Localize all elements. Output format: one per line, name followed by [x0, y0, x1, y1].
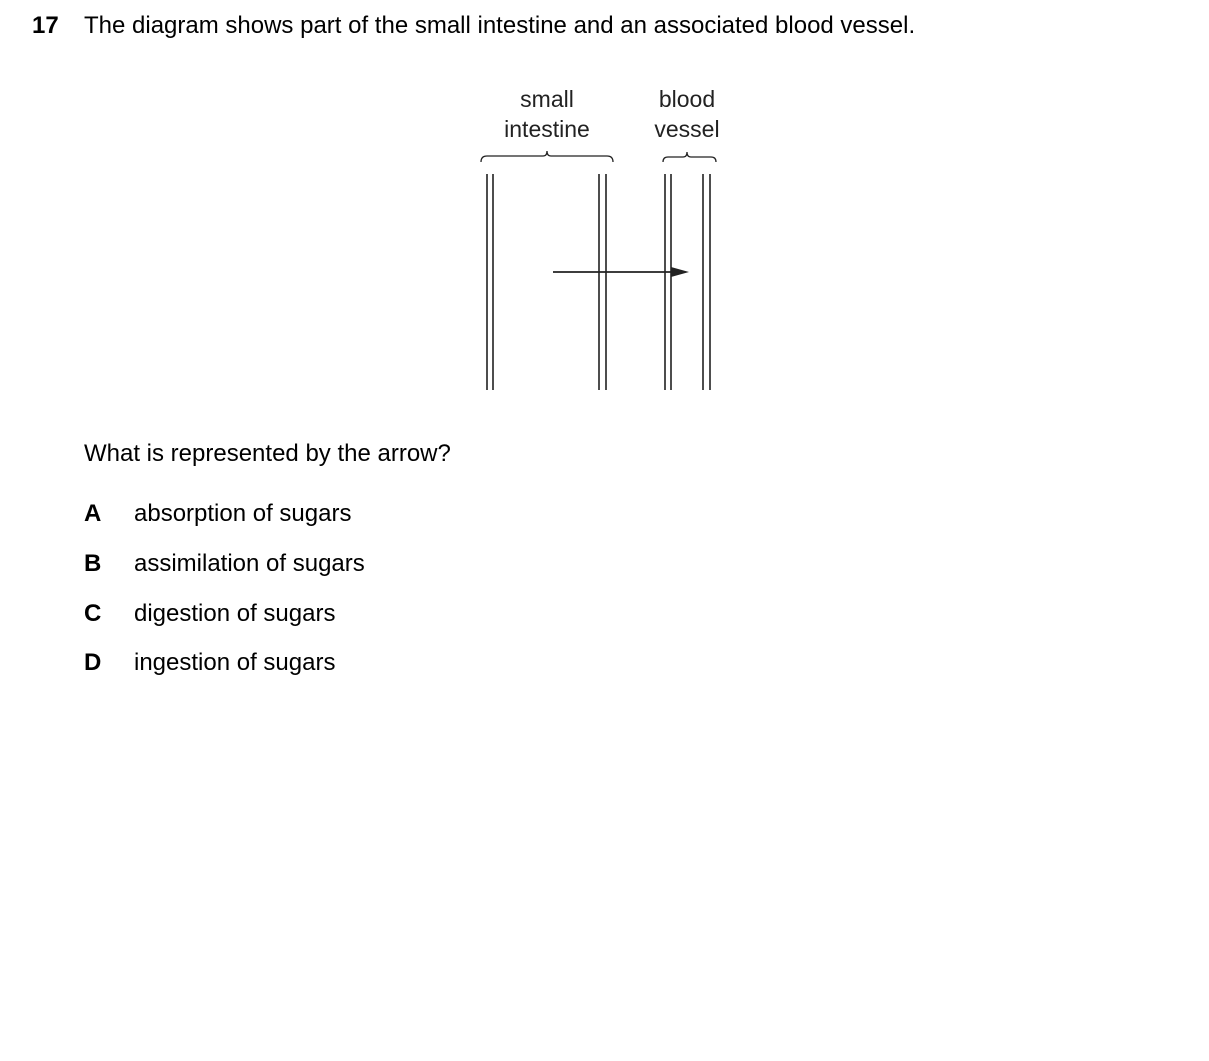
- small-intestine-label-line1: small: [520, 86, 574, 112]
- option-text: absorption of sugars: [134, 500, 352, 527]
- question-prompt: What is represented by the arrow?: [84, 440, 451, 467]
- option-letter: A: [84, 500, 102, 527]
- option-letter: C: [84, 600, 102, 627]
- option-letter: B: [84, 550, 102, 577]
- option-text: assimilation of sugars: [134, 550, 365, 577]
- blood-vessel-label-line1: blood: [658, 86, 716, 112]
- small-intestine-brace: [481, 151, 613, 162]
- option-letter: D: [84, 649, 102, 676]
- question-stem: The diagram shows part of the small intestine and an associated blood vessel.: [84, 12, 916, 39]
- option-a[interactable]: [84, 498, 351, 530]
- option-text: ingestion of sugars: [134, 649, 336, 676]
- arrow-head: [671, 267, 689, 277]
- question-number: 17: [32, 12, 59, 39]
- diagram-drawing: [470, 80, 730, 400]
- option-c[interactable]: [84, 598, 335, 630]
- option-d[interactable]: [84, 647, 335, 679]
- option-text: digestion of sugars: [134, 600, 336, 627]
- option-b[interactable]: [84, 548, 365, 580]
- blood-vessel-brace: [663, 152, 716, 162]
- small-intestine-label-line2: intestine: [504, 116, 590, 142]
- blood-vessel-label-line2: vessel: [654, 116, 720, 142]
